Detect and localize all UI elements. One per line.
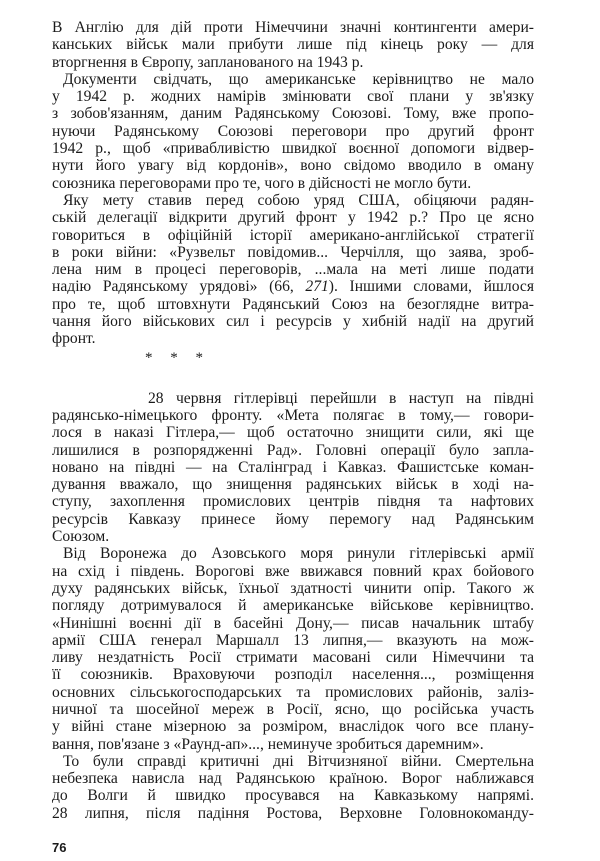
text-line: надію Радянському урядові» (66, 271). Іншими словами, йшлося bbox=[52, 278, 534, 296]
text-line: канських військ мали прибути лише під кінець року — для bbox=[52, 36, 534, 54]
text-line: фронт. bbox=[52, 330, 96, 348]
text-line: в роки війни: «Рузвельт повідомив... Черчілля, що заява, зроб- bbox=[52, 243, 534, 261]
text-line: нуючи Радянському Союзові переговори про другий фронт bbox=[52, 122, 534, 140]
text-line: у 1942 р. жодних намірів змінювати свої плани у зв'язку bbox=[52, 88, 534, 106]
text-line: нути його увагу від кордонів», воно свідомо вводило в оману bbox=[52, 157, 534, 175]
text-line: Яку мету ставив перед собою уряд США, обіцяючи радян- bbox=[63, 191, 534, 209]
text-line: То були справді критичні дні Вітчизняної війни. Смертельна bbox=[63, 752, 534, 770]
text-line: небезпека нависла над Радянською країною. Ворог наближався bbox=[52, 770, 534, 788]
text-line: основних сільськогосподарських та промислових районів, заліз- bbox=[52, 683, 534, 701]
section-separator: * * * bbox=[145, 350, 203, 366]
text-line: 28 липня, після падіння Ростова, Верховне Головнокоманду- bbox=[52, 804, 534, 822]
text-line: погляду дотримувалося й американське військове керівництво. bbox=[52, 597, 534, 615]
paragraph bbox=[52, 545, 534, 753]
text-line: вання, пов'язане з «Раунд-ап»..., неминуче зробиться даремним». bbox=[52, 735, 484, 753]
paragraph bbox=[52, 753, 534, 822]
text-line: армії США генерал Маршалл 13 липня,— вказують на мож- bbox=[52, 631, 534, 649]
text-line: 28 червня гітлерівці перейшли в наступ на півдні bbox=[148, 389, 534, 407]
text-line: Союзом. bbox=[52, 528, 110, 546]
text-line: В Англію для дій проти Німеччини значні контингенти амери- bbox=[52, 19, 534, 36]
text-line: дування вважало, що знищення радянських військ в ході на- bbox=[52, 476, 534, 494]
text-line: ничної та шосейної мереж в Росії, ясно, що російська участь bbox=[52, 700, 534, 718]
text-line: ступу, захоплення промислових центрів півдня та нафтових bbox=[52, 493, 534, 511]
paragraph bbox=[52, 390, 534, 546]
text-line: говориться в офіційній історії американо-англійської стратегії bbox=[52, 226, 534, 244]
text-line: з зобов'язанням, даним Радянському Союзові. Тому, вже пропо- bbox=[52, 105, 534, 123]
text-line: лишилися в розпорядженні Рад». Головні операції було запла- bbox=[52, 441, 534, 459]
text-line: чання його військових сил і ресурсів у хибній надії на другий bbox=[52, 313, 534, 331]
text-line: Від Воронежа до Азовського моря ринули гітлерівські армії bbox=[63, 545, 534, 563]
text-line: ливу нездатність Росії стримати масовані сили Німеччини та bbox=[52, 649, 534, 667]
text-line: радянсько-німецького фронту. «Мета полягає в тому,— говори- bbox=[52, 406, 534, 424]
text-line: 1942 р., щоб «привабливістю швидкої воєнної допомоги відвер- bbox=[52, 140, 534, 158]
page-number: 76 bbox=[52, 840, 67, 855]
text-line: вторгнення в Європу, запланованого на 1943 р. bbox=[52, 53, 364, 71]
text-line: лена ним в процесі переговорів, ...мала на меті лише подати bbox=[52, 261, 534, 279]
section-gap bbox=[52, 348, 534, 390]
text-line: про те, щоб штовхнути Радянський Союз на безоглядне витра- bbox=[52, 295, 534, 313]
text-line: до Волги й швидко просувався на Кавказькому напрямі. bbox=[52, 787, 534, 805]
text-line: ресурсів Кавказу принесе йому перемогу над Радянським bbox=[52, 510, 534, 528]
page-body bbox=[52, 19, 534, 822]
text-line: у війні стане мізерною за розміром, внаслідок чого все плану- bbox=[52, 718, 534, 736]
text-line: новано на півдні — на Сталінград і Кавказ. Фашистське коман- bbox=[52, 458, 534, 476]
paragraph bbox=[52, 19, 534, 71]
text-line: Документи свідчать, що американське керівництво не мало bbox=[63, 70, 534, 88]
text-line: «Нинішні воєнні дії в басейні Дону,— писав начальник штабу bbox=[52, 614, 534, 632]
text-line: духу радянських військ, їхньої здатності чинити опір. Такого ж bbox=[52, 579, 534, 597]
text-line: союзника переговорами про те, чого в дійсності не могло бути. bbox=[52, 174, 472, 192]
text-line: лося в наказі Гітлера,— щоб остаточно знищити сили, які ще bbox=[52, 424, 534, 442]
paragraph bbox=[52, 71, 534, 192]
text-line: ській делегації відкрити другий фронт у 1942 р.? Про це ясно bbox=[52, 209, 534, 227]
text-line: її союзників. Враховуючи розподіл населення..., розміщення bbox=[52, 666, 534, 684]
paragraph bbox=[52, 192, 534, 348]
text-line: на схід і південь. Ворогові вже ввижався повний крах бойового bbox=[52, 562, 534, 580]
